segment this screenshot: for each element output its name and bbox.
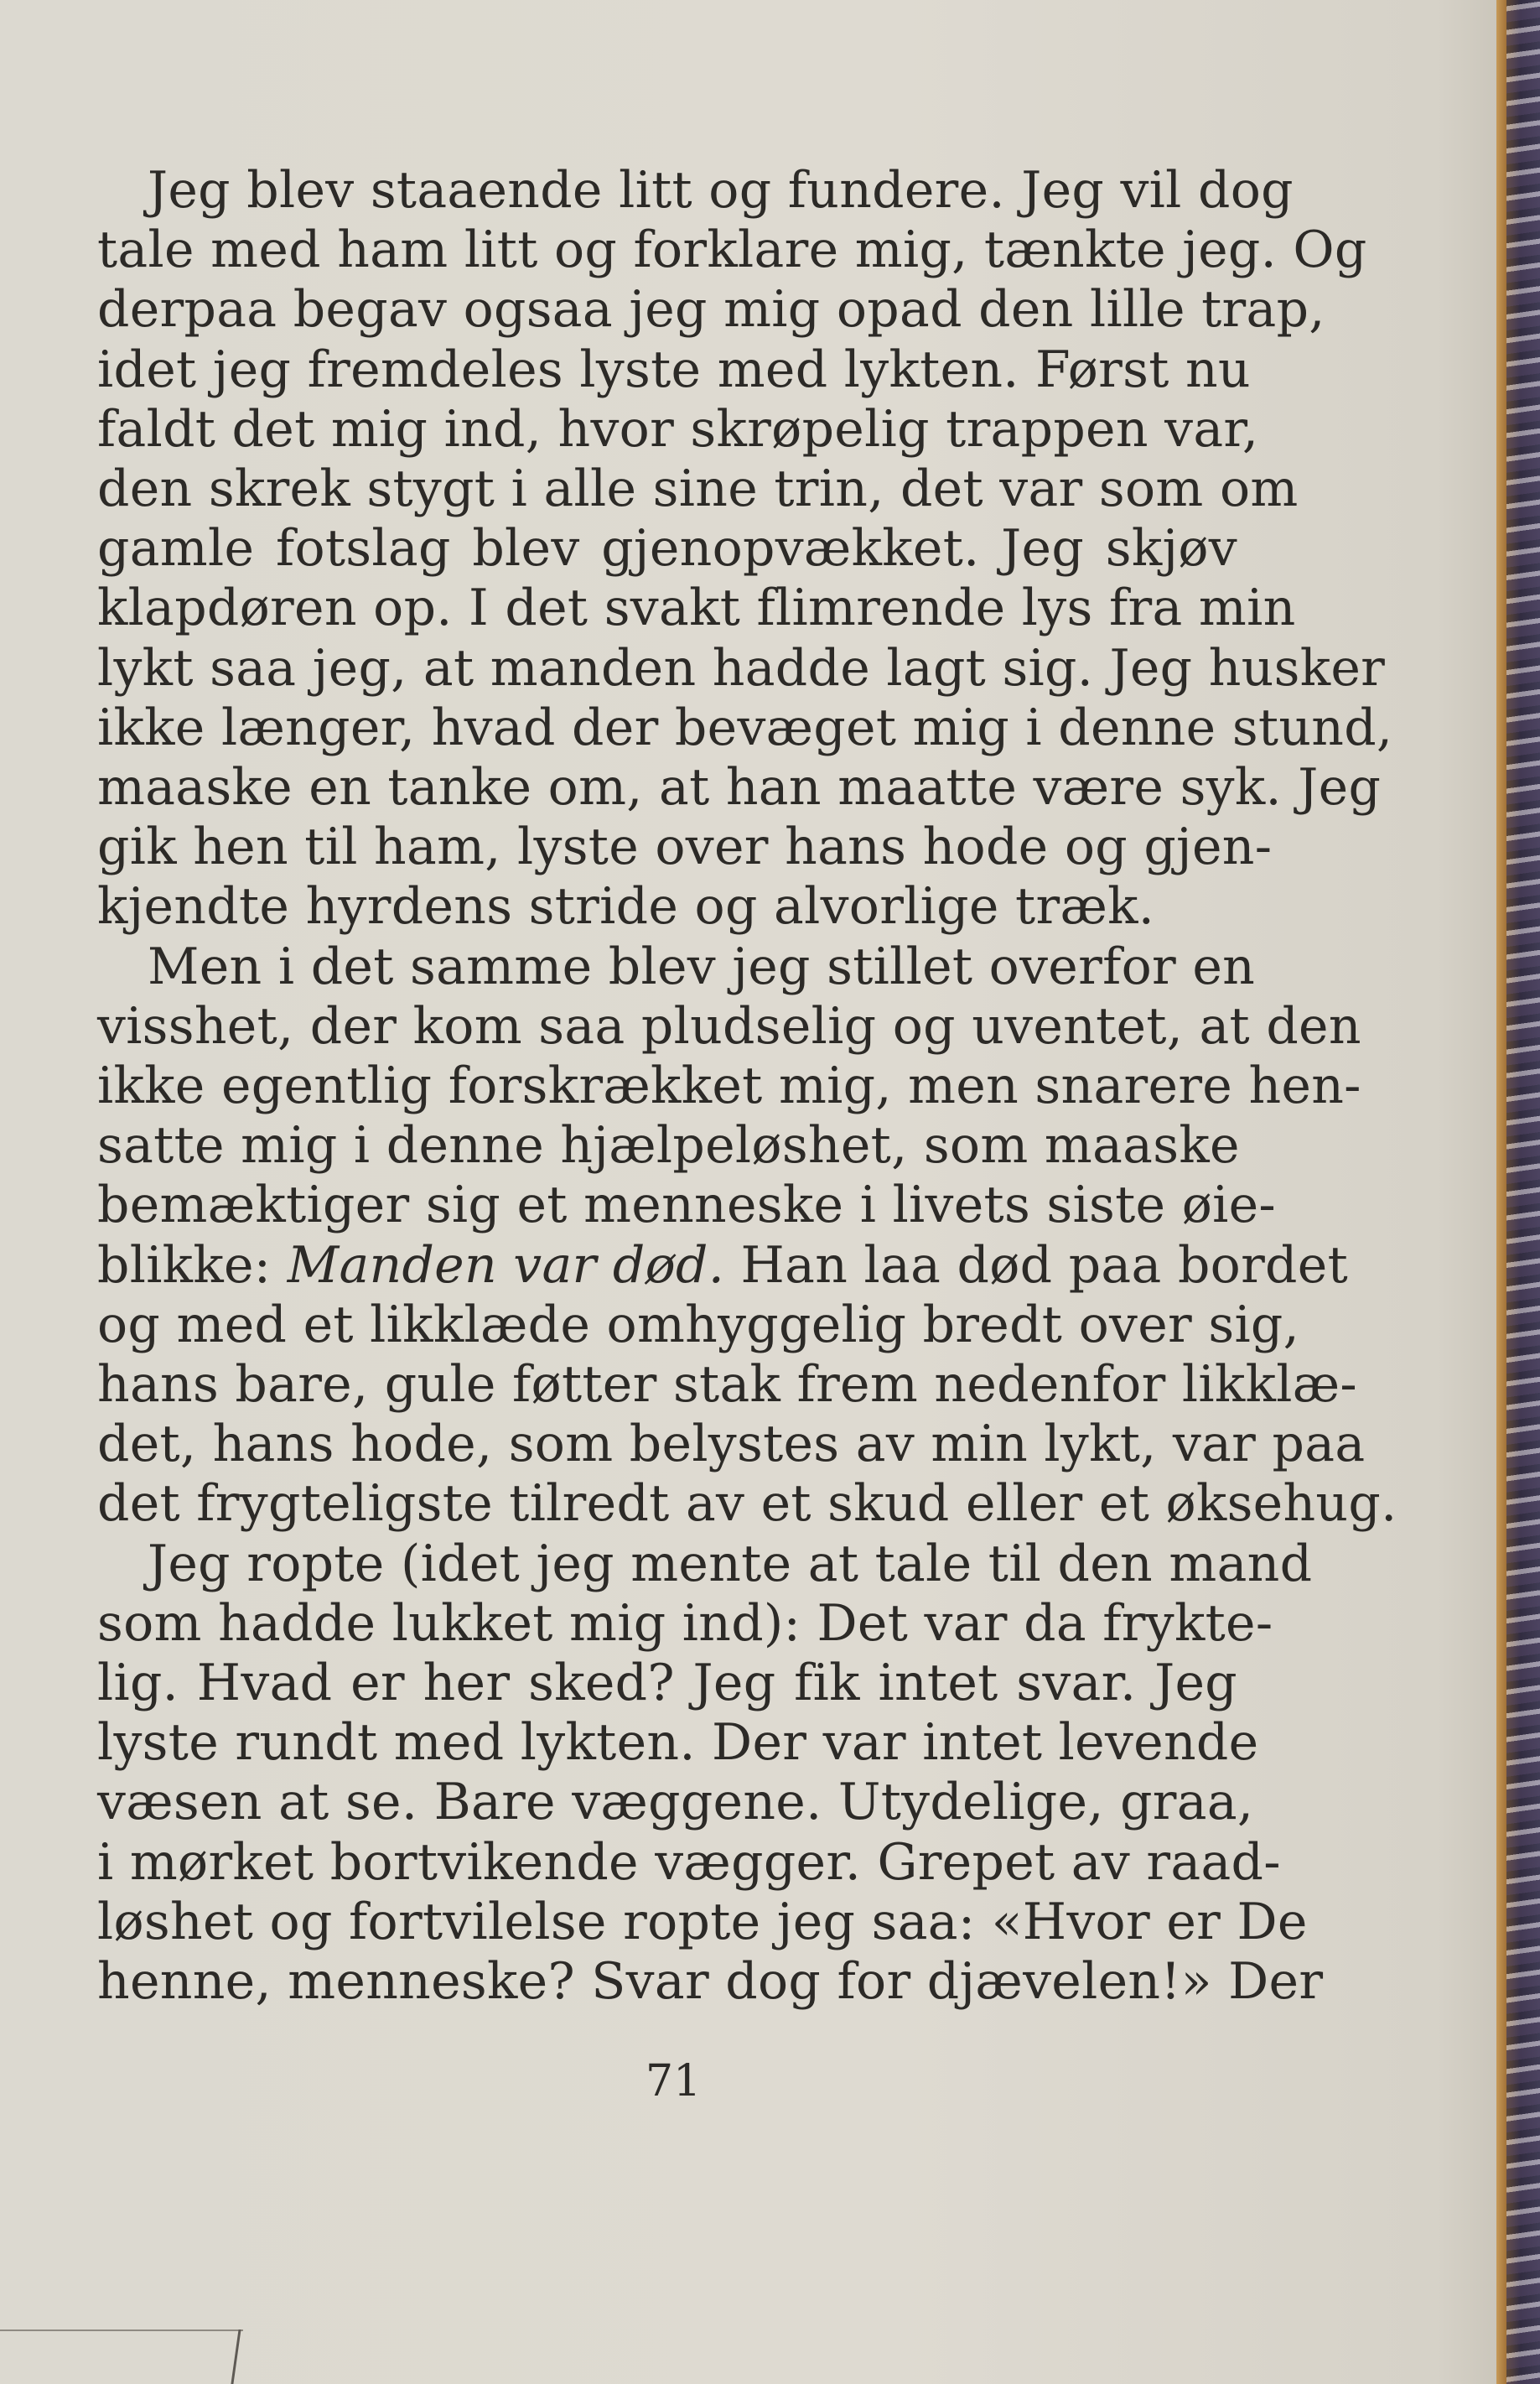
paragraph-1 — [97, 161, 1393, 937]
text-line: kjendte hyrdens stride og alvorlige træk. — [97, 877, 1155, 937]
paragraph-3 — [97, 1534, 1324, 2013]
text-line: ikke egentlig forskrækket mig, men snarere hen- — [97, 1057, 1361, 1116]
text-line: lykt saa jeg, at manden hadde lagt sig. Jeg husker — [97, 638, 1386, 698]
text-line: ikke længer, hvad der bevæget mig i denne stund, — [97, 698, 1393, 757]
text-line: satte mig i denne hjælpeløshet, som maaske — [97, 1116, 1240, 1176]
text-line: henne, menneske? Svar dog for djævelen!» Der — [97, 1952, 1324, 2012]
text-line: det frygteligste tilredt av et skud eller et øksehug. — [97, 1474, 1397, 1534]
corner-rule — [0, 2329, 243, 2331]
text-line: tale med ham litt og forklare mig, tænkte jeg. Og — [97, 221, 1367, 280]
text-line: Men i det samme blev jeg stillet overfor en — [148, 937, 1256, 996]
text-line: løshet og fortvilelse ropte jeg saa: «Hvor er De — [97, 1892, 1308, 1951]
text-line: lyste rundt med lykten. Der var intet levende — [97, 1713, 1259, 1773]
text-line: bemæktiger sig et menneske i livets siste øie- — [97, 1176, 1276, 1235]
body-text — [97, 161, 1397, 2012]
text-line: idet jeg fremdeles lyste med lykten. Først nu — [97, 340, 1251, 399]
page-number: 71 — [646, 2056, 702, 2106]
text-line: Jeg blev staaende litt og fundere. Jeg vil dog — [148, 161, 1294, 220]
paragraph-2 — [97, 937, 1397, 1535]
text-line: det, hans hode, som belystes av min lykt, var paa — [97, 1415, 1366, 1474]
text-line: væsen at se. Bare væggene. Utydelige, graa, — [97, 1773, 1254, 1832]
text-line: klapdøren op. I det svakt flimrende lys fra min — [97, 579, 1296, 638]
text-line: maaske en tanke om, at han maatte være syk. Jeg — [97, 758, 1382, 818]
text-fragment: Han laa død paa bordet — [724, 1235, 1348, 1295]
text-line: som hadde lukket mig ind): Det var da frykte- — [97, 1593, 1273, 1653]
text-line: Jeg ropte (idet jeg mente at tale til den mand — [148, 1534, 1313, 1593]
text-line: faldt det mig ind, hvor skrøpelig trappen var, — [97, 399, 1259, 459]
text-line: i mørket bortvikende vægger. Grepet av raad- — [97, 1832, 1281, 1892]
text-fragment: blikke: — [97, 1235, 288, 1295]
text-line: visshet, der kom saa pludselig og uventet, at den — [97, 996, 1361, 1056]
text-line: den skrek stygt i alle sine trin, det var som om — [97, 460, 1299, 519]
text-line-mixed — [97, 1235, 1348, 1296]
binding-spine-strip — [1496, 0, 1506, 2384]
italic-emphasis: Manden var død. — [287, 1235, 725, 1295]
text-line: og med et likklæde omhyggelig bredt over sig, — [97, 1295, 1300, 1354]
text-line: gamle fotslag blev gjenopvækket. Jeg skjøv — [97, 519, 1237, 579]
text-line: derpaa begav ogsaa jeg mig opad den lille trap, — [97, 280, 1325, 340]
text-line: gik hen til ham, lyste over hans hode og gjen- — [97, 818, 1273, 877]
text-line: lig. Hvad er her sked? Jeg fik intet svar. Jeg — [97, 1654, 1237, 1713]
text-line: hans bare, gule føtter stak frem nedenfor likklæ- — [97, 1355, 1357, 1415]
